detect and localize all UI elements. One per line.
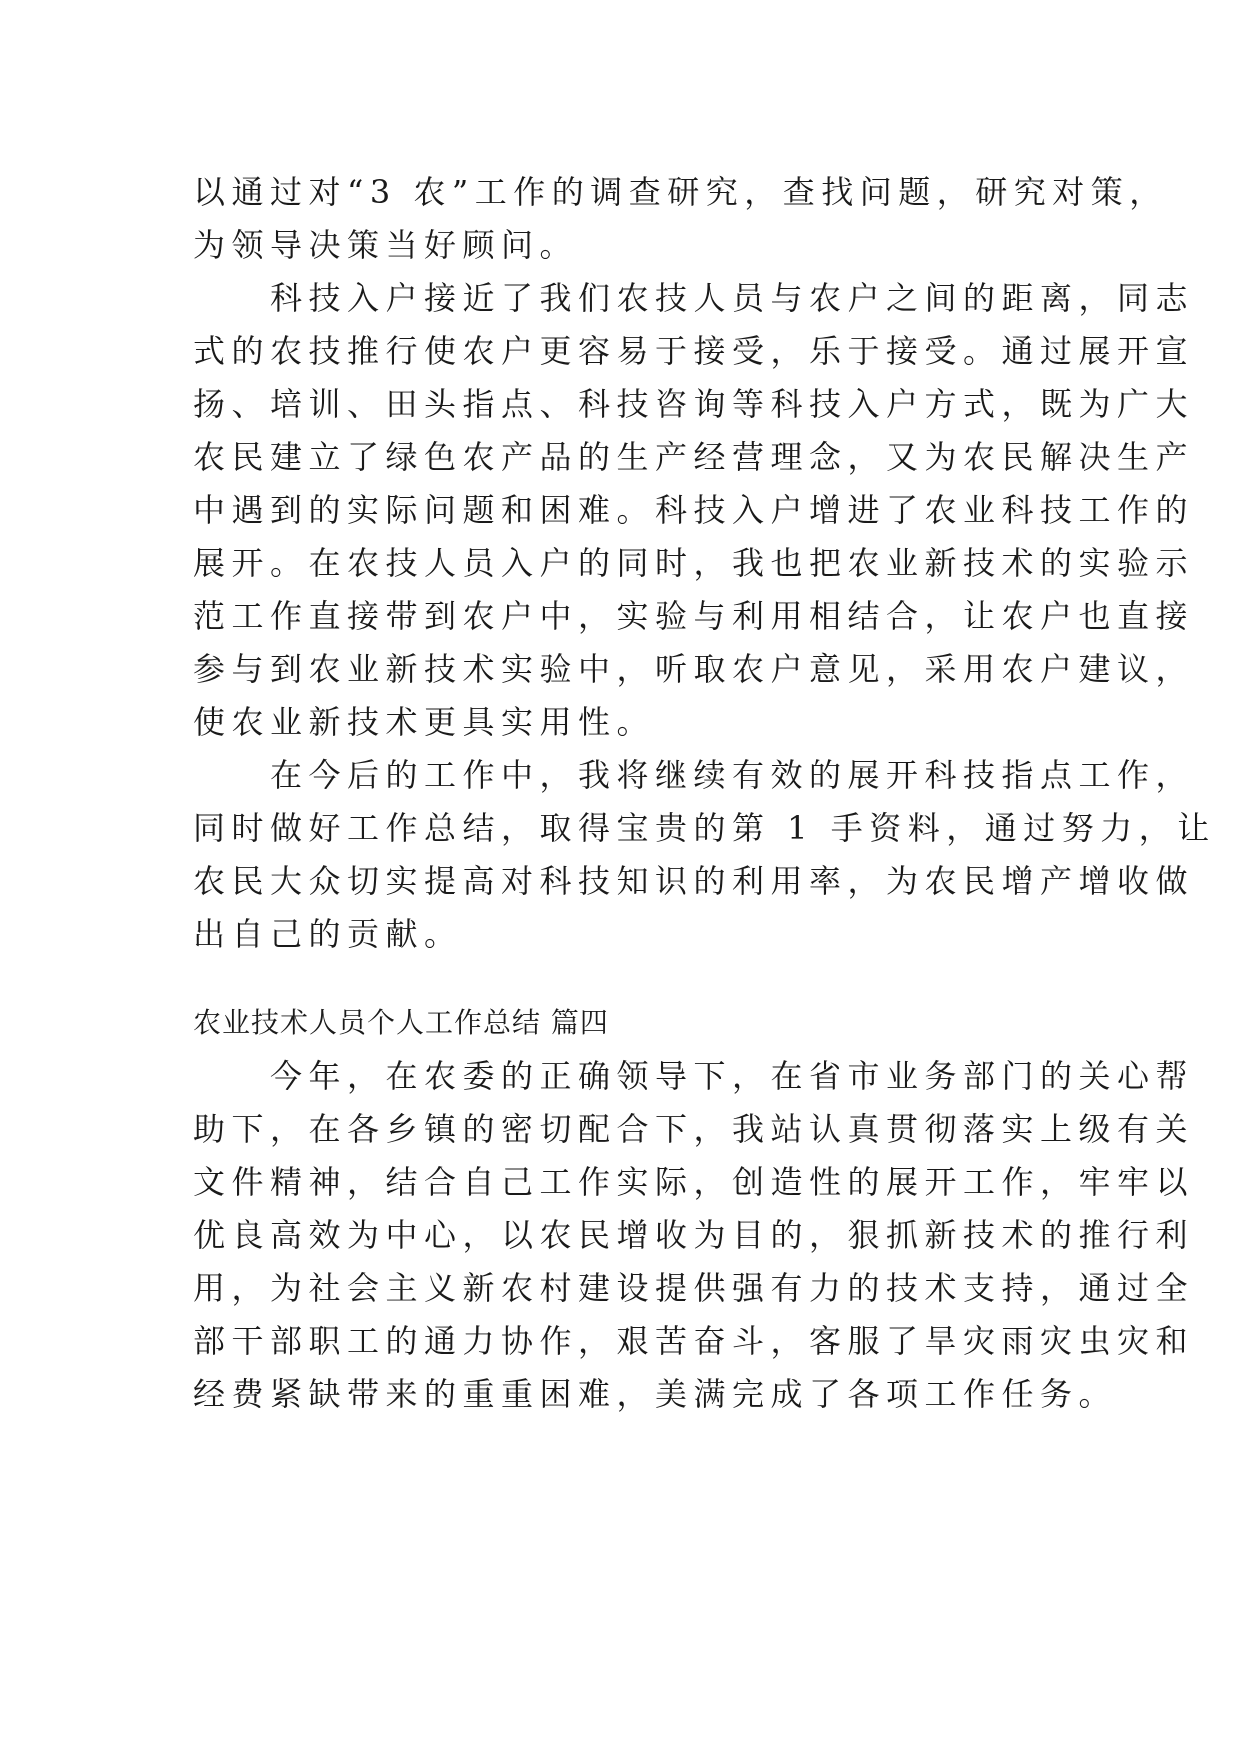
paragraph-2-line-9: 使农业新技术更具实用性。 [193,703,656,741]
paragraph-4-line-2: 助下，在各乡镇的密切配合下，我站认真贯彻落实上级有关 [193,1110,1195,1148]
paragraph-3-line-4: 出自己的贡献。 [193,915,463,953]
paragraph-4-line-6: 部干部职工的通力协作，艰苦奋斗，客服了旱灾雨灾虫灾和 [193,1322,1195,1360]
paragraph-2-line-2: 式的农技推行使农户更容易于接受，乐于接受。通过展开宣 [193,332,1195,370]
paragraph-2-line-6: 展开。在农技人员入户的同时，我也把农业新技术的实验示 [193,544,1195,582]
paragraph-4-line-5: 用，为社会主义新农村建设提供强有力的技术支持，通过全 [193,1269,1195,1307]
paragraph-4-line-3: 文件精神，结合自己工作实际，创造性的展开工作，牢牢以 [193,1163,1195,1201]
paragraph-2-line-1: 科技入户接近了我们农技人员与农户之间的距离，同志 [193,279,1195,317]
paragraph-3-line-1: 在今后的工作中，我将继续有效的展开科技指点工作， [193,756,1195,794]
section-heading: 农业技术人员个人工作总结 篇四 [193,1006,609,1039]
paragraph-3-line-3: 农民大众切实提高对科技知识的利用率，为农民增产增收做 [193,862,1195,900]
paragraph-1-line-2: 为领导决策当好顾问。 [193,226,579,264]
paragraph-2-line-3: 扬、培训、田头指点、科技咨询等科技入户方式，既为广大 [193,385,1195,423]
paragraph-3-line-2: 同时做好工作总结，取得宝贵的第 1 手资料，通过努力，让 [193,809,1216,847]
paragraph-4-line-4: 优良高效为中心，以农民增收为目的，狠抓新技术的推行利 [193,1216,1195,1254]
paragraph-4-line-7: 经费紧缺带来的重重困难，美满完成了各项工作任务。 [193,1375,1118,1413]
paragraph-4-line-1: 今年，在农委的正确领导下，在省市业务部门的关心帮 [193,1057,1195,1095]
paragraph-2-line-5: 中遇到的实际问题和困难。科技入户增进了农业科技工作的 [193,491,1195,529]
paragraph-2-line-4: 农民建立了绿色农产品的生产经营理念，又为农民解决生产 [193,438,1195,476]
paragraph-2-line-7: 范工作直接带到农户中，实验与利用相结合，让农户也直接 [193,597,1195,635]
paragraph-1-line-1: 以通过对“3 农”工作的调查研究，查找问题，研究对策， [193,173,1168,211]
paragraph-2-line-8: 参与到农业新技术实验中，听取农户意见，采用农户建议， [193,650,1195,688]
